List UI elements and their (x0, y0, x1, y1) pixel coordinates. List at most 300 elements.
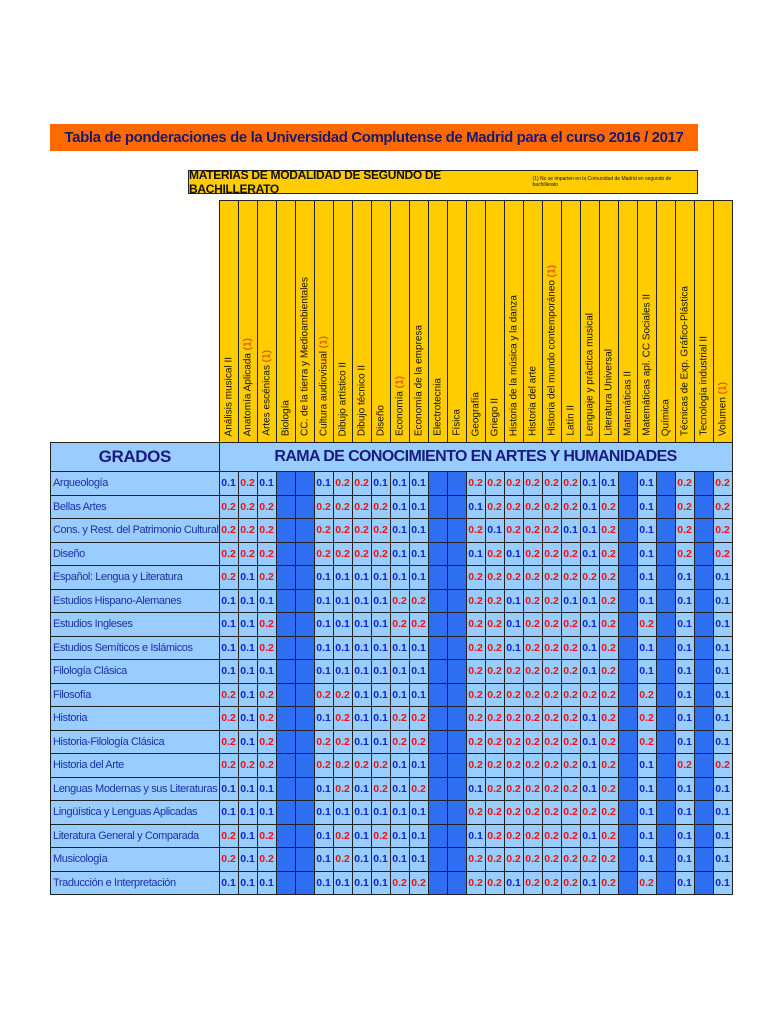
empty-weight-cell (618, 495, 637, 519)
weight-cell: 0.1 (675, 871, 694, 895)
subject-label: Latín II (565, 405, 577, 436)
weight-cell: 0.1 (713, 777, 732, 801)
subject-label: Técnicas de Exp. Gráfico-Plástica (679, 285, 691, 436)
weight-cell: 0.2 (352, 519, 371, 543)
degree-name: Historia (51, 707, 220, 731)
subject-column-header (713, 201, 732, 443)
weight-cell: 0.2 (219, 730, 238, 754)
weight-cell: 0.2 (599, 871, 618, 895)
weight-cell: 0.2 (542, 777, 561, 801)
weight-cell: 0.2 (599, 707, 618, 731)
empty-weight-cell (276, 707, 295, 731)
subject-name (508, 295, 519, 436)
subject-name (242, 338, 253, 436)
empty-weight-cell (428, 613, 447, 637)
weight-cell: 0.1 (504, 613, 523, 637)
weight-cell: 0.1 (219, 871, 238, 895)
weight-cell: 0.2 (675, 519, 694, 543)
weight-cell: 0.2 (599, 542, 618, 566)
empty-weight-cell (694, 636, 713, 660)
weight-cell: 0.1 (409, 683, 428, 707)
subject-name (565, 405, 576, 436)
subject-column-header (580, 201, 599, 443)
weight-cell: 0.1 (352, 824, 371, 848)
empty-weight-cell (694, 707, 713, 731)
empty-weight-cell (276, 519, 295, 543)
weight-cell: 0.1 (238, 824, 257, 848)
weight-cell: 0.1 (580, 613, 599, 637)
weight-cell: 0.2 (504, 848, 523, 872)
weight-cell: 0.1 (371, 613, 390, 637)
weight-cell: 0.2 (713, 754, 732, 778)
empty-weight-cell (447, 566, 466, 590)
weight-cell: 0.2 (352, 542, 371, 566)
weight-cell: 0.1 (637, 636, 656, 660)
subject-column-header (637, 201, 656, 443)
subject-column-header (694, 201, 713, 443)
empty-weight-cell (447, 754, 466, 778)
subject-label: Matemáticas apl. CC Sociales II (641, 294, 653, 436)
empty-weight-cell (694, 754, 713, 778)
empty-weight-cell (694, 519, 713, 543)
weight-cell: 0.1 (561, 589, 580, 613)
empty-weight-cell (276, 495, 295, 519)
weight-cell: 0.1 (314, 801, 333, 825)
weight-cell: 0.2 (523, 754, 542, 778)
weight-cell: 0.1 (314, 848, 333, 872)
weight-cell: 0.2 (561, 660, 580, 684)
subject-name (223, 357, 234, 436)
empty-weight-cell (656, 730, 675, 754)
empty-weight-cell (447, 660, 466, 684)
empty-weight-cell (618, 472, 637, 496)
empty-weight-cell (295, 472, 314, 496)
degree-name: Literatura General y Comparada (51, 824, 220, 848)
weight-cell: 0.1 (390, 636, 409, 660)
weight-cell: 0.2 (637, 613, 656, 637)
subject-column-header (390, 201, 409, 443)
weight-cell: 0.2 (257, 730, 276, 754)
empty-weight-cell (694, 848, 713, 872)
subject-column-header (238, 201, 257, 443)
weight-cell: 0.2 (238, 519, 257, 543)
weight-cell: 0.1 (713, 589, 732, 613)
empty-weight-cell (656, 683, 675, 707)
weight-cell: 0.1 (238, 683, 257, 707)
weight-cell: 0.1 (713, 660, 732, 684)
weight-cell: 0.1 (675, 824, 694, 848)
empty-weight-cell (428, 754, 447, 778)
weight-cell: 0.1 (580, 495, 599, 519)
weight-cell: 0.2 (599, 824, 618, 848)
weight-cell: 0.2 (466, 683, 485, 707)
weight-cell: 0.2 (542, 730, 561, 754)
empty-weight-cell (656, 542, 675, 566)
subject-name (584, 313, 595, 436)
weight-cell: 0.1 (352, 683, 371, 707)
weight-cell: 0.1 (219, 472, 238, 496)
weight-cell: 0.2 (599, 848, 618, 872)
empty-weight-cell (276, 777, 295, 801)
weight-cell: 0.1 (238, 566, 257, 590)
weight-cell: 0.1 (238, 777, 257, 801)
weight-cell: 0.1 (390, 754, 409, 778)
weight-cell: 0.2 (219, 495, 238, 519)
empty-weight-cell (276, 754, 295, 778)
weight-cell: 0.2 (561, 801, 580, 825)
weight-cell: 0.2 (219, 824, 238, 848)
weight-cell: 0.2 (485, 801, 504, 825)
weight-cell: 0.2 (485, 542, 504, 566)
subject-column-header (447, 201, 466, 443)
weight-cell: 0.1 (675, 777, 694, 801)
empty-weight-cell (656, 613, 675, 637)
weight-cell: 0.2 (542, 848, 561, 872)
subject-name (698, 336, 709, 436)
weight-cell: 0.1 (580, 777, 599, 801)
empty-weight-cell (618, 754, 637, 778)
weight-cell: 0.1 (637, 824, 656, 848)
weight-cell: 0.1 (561, 519, 580, 543)
subject-column-header (333, 201, 352, 443)
table-row (51, 542, 733, 566)
weight-cell: 0.1 (371, 707, 390, 731)
weight-cell: 0.2 (542, 613, 561, 637)
weight-cell: 0.2 (352, 754, 371, 778)
empty-weight-cell (656, 754, 675, 778)
weight-cell: 0.1 (333, 660, 352, 684)
weight-cell: 0.1 (371, 472, 390, 496)
weight-cell: 0.2 (523, 660, 542, 684)
weight-cell: 0.1 (257, 660, 276, 684)
degree-name: Arqueología (51, 472, 220, 496)
weight-cell: 0.1 (219, 613, 238, 637)
subject-label: Análisis musical II (223, 356, 235, 436)
table-row (51, 660, 733, 684)
empty-weight-cell (447, 613, 466, 637)
weight-cell: 0.1 (352, 777, 371, 801)
weight-cell: 0.2 (542, 707, 561, 731)
weight-cell: 0.1 (504, 636, 523, 660)
empty-weight-cell (618, 613, 637, 637)
weight-cell: 0.2 (257, 566, 276, 590)
empty-weight-cell (656, 589, 675, 613)
weight-cell: 0.2 (561, 754, 580, 778)
degree-name: Bellas Artes (51, 495, 220, 519)
weight-cell: 0.1 (314, 660, 333, 684)
weight-cell: 0.2 (314, 542, 333, 566)
weight-cell: 0.2 (675, 542, 694, 566)
empty-weight-cell (428, 472, 447, 496)
empty-weight-cell (694, 472, 713, 496)
weight-cell: 0.1 (409, 660, 428, 684)
empty-weight-cell (428, 848, 447, 872)
weight-cell: 0.2 (314, 519, 333, 543)
weight-cell: 0.2 (713, 519, 732, 543)
weight-cell: 0.1 (257, 801, 276, 825)
weight-cell: 0.1 (409, 636, 428, 660)
weight-cell: 0.1 (314, 472, 333, 496)
empty-weight-cell (428, 683, 447, 707)
subject-name (356, 365, 367, 436)
empty-weight-cell (276, 636, 295, 660)
weight-cell: 0.2 (523, 542, 542, 566)
table-row (51, 754, 733, 778)
weight-cell: 0.1 (219, 589, 238, 613)
empty-weight-cell (428, 871, 447, 895)
subject-label: Volumen (717, 397, 729, 436)
empty-weight-cell (276, 542, 295, 566)
weight-cell: 0.1 (409, 848, 428, 872)
weight-cell: 0.1 (713, 636, 732, 660)
weight-cell: 0.2 (561, 542, 580, 566)
empty-weight-cell (656, 777, 675, 801)
weight-cell: 0.2 (561, 848, 580, 872)
weight-cell: 0.2 (466, 636, 485, 660)
weight-cell: 0.2 (257, 495, 276, 519)
weight-cell: 0.1 (238, 613, 257, 637)
weight-cell: 0.2 (523, 519, 542, 543)
weight-cell: 0.1 (257, 472, 276, 496)
weight-cell: 0.1 (637, 495, 656, 519)
weight-cell: 0.2 (504, 683, 523, 707)
weight-cell: 0.1 (675, 613, 694, 637)
weight-cell: 0.2 (314, 495, 333, 519)
weight-cell: 0.2 (542, 519, 561, 543)
weight-cell: 0.1 (333, 566, 352, 590)
subject-label: Historia del arte (527, 365, 539, 436)
degree-name: Historia-Filología Clásica (51, 730, 220, 754)
weight-cell: 0.1 (675, 636, 694, 660)
empty-weight-cell (276, 566, 295, 590)
empty-weight-cell (295, 777, 314, 801)
weight-cell: 0.2 (409, 613, 428, 637)
weight-cell: 0.1 (352, 801, 371, 825)
weight-cell: 0.1 (238, 707, 257, 731)
empty-weight-cell (694, 495, 713, 519)
subject-label: Lenguaje y práctica musical (584, 312, 596, 436)
weight-cell: 0.1 (371, 801, 390, 825)
subject-column-header (257, 201, 276, 443)
weight-cell: 0.2 (675, 495, 694, 519)
subject-label: Química (660, 398, 672, 436)
subject-label: Griego II (489, 397, 501, 436)
empty-weight-cell (656, 566, 675, 590)
subject-column-header (409, 201, 428, 443)
empty-weight-cell (295, 542, 314, 566)
weight-cell: 0.2 (314, 730, 333, 754)
weight-cell: 0.2 (599, 777, 618, 801)
degree-name: Estudios Ingleses (51, 613, 220, 637)
empty-weight-cell (276, 660, 295, 684)
subject-footnote-mark: (1) (394, 375, 406, 389)
empty-weight-cell (694, 730, 713, 754)
empty-weight-cell (694, 777, 713, 801)
weight-cell: 0.1 (637, 542, 656, 566)
weight-cell: 0.2 (409, 871, 428, 895)
weight-cell: 0.1 (637, 754, 656, 778)
weight-cell: 0.2 (485, 613, 504, 637)
weight-cell: 0.1 (675, 801, 694, 825)
weight-cell: 0.2 (504, 707, 523, 731)
weight-cell: 0.2 (390, 730, 409, 754)
weight-cell: 0.2 (561, 613, 580, 637)
degree-name: Musicología (51, 848, 220, 872)
weight-cell: 0.1 (333, 801, 352, 825)
empty-weight-cell (694, 683, 713, 707)
subject-label: Dibujo técnico II (356, 364, 368, 436)
subject-column-header (523, 201, 542, 443)
weight-cell: 0.2 (504, 754, 523, 778)
weight-cell: 0.1 (713, 707, 732, 731)
weight-cell: 0.2 (561, 683, 580, 707)
weight-cell: 0.2 (504, 824, 523, 848)
weight-cell: 0.2 (523, 777, 542, 801)
weight-cell: 0.1 (219, 777, 238, 801)
empty-weight-cell (694, 801, 713, 825)
weight-cell: 0.2 (542, 542, 561, 566)
weight-cell: 0.2 (238, 472, 257, 496)
subject-name (489, 398, 500, 436)
weight-cell: 0.1 (352, 730, 371, 754)
weight-cell: 0.2 (257, 542, 276, 566)
weight-cell: 0.2 (466, 848, 485, 872)
empty-weight-cell (295, 754, 314, 778)
weight-cell: 0.2 (333, 542, 352, 566)
weight-cell: 0.2 (504, 566, 523, 590)
weight-cell: 0.1 (352, 636, 371, 660)
weight-cell: 0.2 (637, 871, 656, 895)
weight-cell: 0.2 (523, 683, 542, 707)
weight-cell: 0.1 (713, 730, 732, 754)
weight-cell: 0.1 (257, 589, 276, 613)
empty-weight-cell (447, 472, 466, 496)
empty-weight-cell (447, 707, 466, 731)
weight-cell: 0.2 (257, 754, 276, 778)
weight-cell: 0.2 (561, 495, 580, 519)
weight-cell: 0.2 (219, 519, 238, 543)
weight-cell: 0.2 (523, 824, 542, 848)
subject-footnote-mark: (1) (717, 382, 729, 395)
weight-cell: 0.2 (466, 566, 485, 590)
weight-cell: 0.2 (580, 566, 599, 590)
empty-weight-cell (618, 824, 637, 848)
subject-name (641, 294, 652, 436)
empty-weight-cell (276, 472, 295, 496)
weight-cell: 0.2 (219, 542, 238, 566)
weight-cell: 0.2 (238, 542, 257, 566)
weight-cell: 0.2 (257, 636, 276, 660)
subject-group-header (188, 170, 698, 194)
table-row (51, 707, 733, 731)
weight-cell: 0.1 (238, 636, 257, 660)
weight-cell: 0.1 (352, 589, 371, 613)
weight-cell: 0.1 (675, 730, 694, 754)
weight-cell: 0.2 (485, 824, 504, 848)
empty-weight-cell (694, 824, 713, 848)
subject-header-row (51, 201, 733, 443)
weight-cell: 0.1 (675, 566, 694, 590)
weight-cell: 0.2 (485, 683, 504, 707)
weight-cell: 0.1 (333, 871, 352, 895)
empty-weight-cell (428, 589, 447, 613)
empty-weight-cell (447, 824, 466, 848)
subject-name (299, 277, 310, 436)
empty-weight-cell (656, 848, 675, 872)
weight-cell: 0.1 (466, 824, 485, 848)
subject-name (717, 382, 728, 436)
weight-cell: 0.1 (371, 848, 390, 872)
degree-name: Cons. y Rest. del Patrimonio Cultural (51, 519, 220, 543)
subject-column-header (618, 201, 637, 443)
weight-cell: 0.2 (561, 777, 580, 801)
weight-cell: 0.2 (466, 754, 485, 778)
weight-cell: 0.1 (314, 566, 333, 590)
weight-cell: 0.2 (371, 495, 390, 519)
degree-name: Filología Clásica (51, 660, 220, 684)
weight-cell: 0.1 (314, 589, 333, 613)
empty-weight-cell (618, 801, 637, 825)
weight-cell: 0.2 (675, 754, 694, 778)
weight-cell: 0.2 (599, 589, 618, 613)
weight-cell: 0.2 (485, 472, 504, 496)
subject-footnote-mark: (1) (261, 350, 273, 363)
page-title: Tabla de ponderaciones de la Universidad Complutense de Madrid para el curso 2016 / 2017 (50, 124, 698, 151)
weight-cell: 0.1 (371, 566, 390, 590)
empty-weight-cell (447, 777, 466, 801)
weight-cell: 0.2 (504, 777, 523, 801)
empty-weight-cell (295, 707, 314, 731)
subject-label: Tecnología industrial II (698, 336, 710, 436)
weight-cell: 0.1 (371, 636, 390, 660)
weight-cell: 0.2 (523, 730, 542, 754)
empty-weight-cell (295, 730, 314, 754)
weight-cell: 0.2 (466, 472, 485, 496)
weight-cell: 0.1 (352, 613, 371, 637)
weight-cell: 0.1 (409, 801, 428, 825)
empty-weight-cell (618, 660, 637, 684)
section-header-row (51, 443, 733, 472)
weight-cell: 0.2 (219, 848, 238, 872)
empty-weight-cell (656, 707, 675, 731)
weight-cell: 0.2 (219, 754, 238, 778)
rama-header: RAMA DE CONOCIMIENTO EN ARTES Y HUMANIDADES (219, 443, 732, 472)
weight-cell: 0.1 (333, 636, 352, 660)
weight-cell: 0.2 (523, 707, 542, 731)
weight-cell: 0.2 (561, 472, 580, 496)
weight-cell: 0.2 (485, 777, 504, 801)
weight-cell: 0.1 (371, 589, 390, 613)
weight-cell: 0.1 (409, 754, 428, 778)
subject-column-header (656, 201, 675, 443)
weight-cell: 0.2 (504, 519, 523, 543)
empty-weight-cell (428, 801, 447, 825)
subject-label: Historia de la música y la danza (508, 294, 520, 436)
subject-column-header (599, 201, 618, 443)
weight-cell: 0.2 (485, 707, 504, 731)
weight-cell: 0.2 (542, 683, 561, 707)
empty-weight-cell (428, 660, 447, 684)
weight-cell: 0.1 (485, 519, 504, 543)
weight-cell: 0.2 (599, 636, 618, 660)
weight-cell: 0.2 (485, 871, 504, 895)
subject-name (679, 286, 690, 436)
weight-cell: 0.1 (713, 613, 732, 637)
empty-weight-cell (276, 824, 295, 848)
weight-cell: 0.2 (333, 754, 352, 778)
weight-cell: 0.1 (713, 824, 732, 848)
weight-cell: 0.1 (466, 542, 485, 566)
